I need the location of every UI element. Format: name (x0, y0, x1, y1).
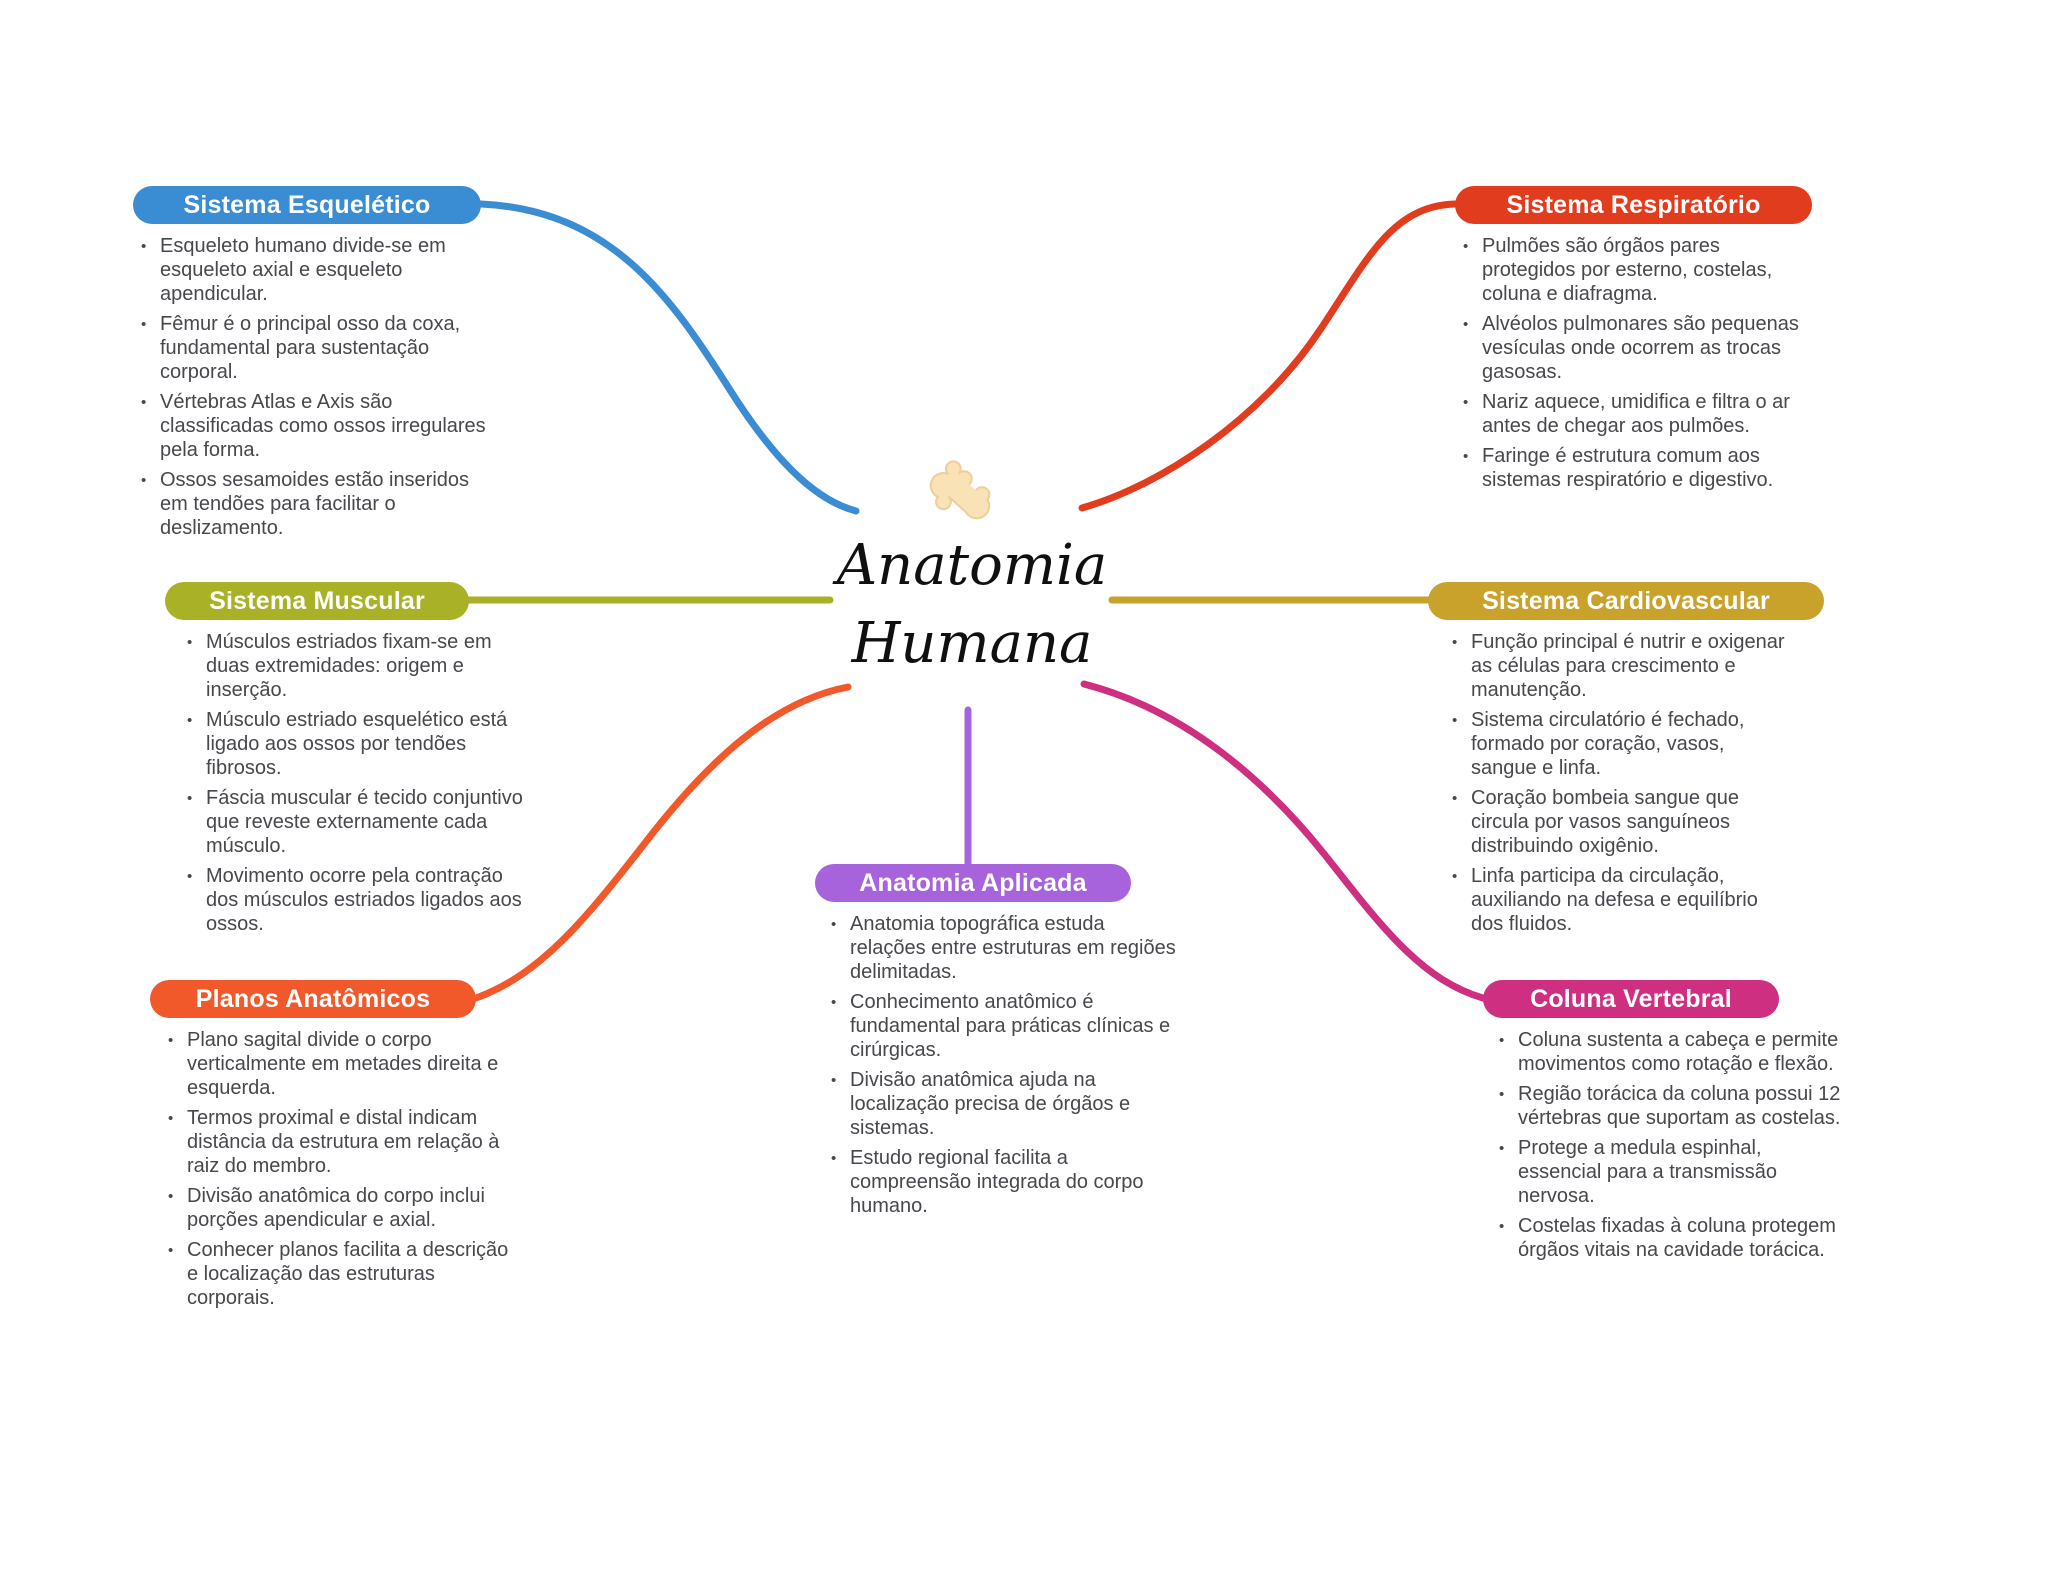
bullet-item: • Músculo estriado esquelético está ligado aos ossos por tendões fibrosos. (179, 708, 525, 780)
branch-notes (133, 234, 493, 540)
bullet-item: • Sistema circulatório é fechado, formado por coração, vasos, sangue e linfa. (1444, 708, 1788, 780)
branch-planos-anatomicos (150, 980, 518, 1316)
branch-title-label: Anatomia Aplicada (859, 868, 1087, 897)
branch-title-sistema-muscular (165, 582, 469, 620)
bullet-item: • Esqueleto humano divide-se em esqueleto axial e esqueleto apendicular. (133, 234, 493, 306)
bullet-item: • Anatomia topográfica estuda relações entre estruturas em regiões delimitadas. (823, 912, 1183, 984)
bullet-item: • Ossos sesamoides estão inseridos em tendões para facilitar o deslizamento. (133, 468, 493, 540)
branch-sistema-respiratorio (1455, 186, 1815, 498)
connector-planos-anatomicos (476, 687, 848, 998)
bullet-item: • Protege a medula espinhal, essencial para a transmissão nervosa. (1491, 1136, 1843, 1208)
branch-notes (1444, 630, 1788, 936)
bullet-item: • Função principal é nutrir e oxigenar as células para crescimento e manutenção. (1444, 630, 1788, 702)
bullet-item: • Músculos estriados fixam-se em duas extremidades: origem e inserção. (179, 630, 525, 702)
connector-sistema-esqueletico (481, 204, 856, 511)
branch-title-label: Sistema Cardiovascular (1482, 586, 1770, 615)
central-topic-line2: Humana (851, 611, 1093, 676)
branch-coluna-vertebral (1483, 980, 1843, 1268)
branch-notes (179, 630, 525, 936)
branch-notes (1491, 1028, 1843, 1262)
branch-notes (160, 1028, 518, 1310)
bullet-item: • Alvéolos pulmonares são pequenas vesículas onde ocorrem as trocas gasosas. (1455, 312, 1815, 384)
branch-sistema-muscular (165, 582, 525, 942)
bullet-item: • Conhecer planos facilita a descrição e localização das estruturas corporais. (160, 1238, 518, 1310)
branch-title-label: Sistema Respiratório (1506, 190, 1761, 219)
branch-title-label: Planos Anatômicos (195, 984, 431, 1013)
branch-sistema-esqueletico (133, 186, 493, 546)
bullet-item: • Costelas fixadas à coluna protegem órgãos vitais na cavidade torácica. (1491, 1214, 1843, 1262)
bullet-item: • Termos proximal e distal indicam distância da estrutura em relação à raiz do membro. (160, 1106, 518, 1178)
branch-title-sistema-respiratorio (1455, 186, 1812, 224)
branch-title-label: Coluna Vertebral (1530, 984, 1732, 1013)
connector-sistema-respiratorio (1082, 204, 1455, 508)
branch-title-coluna-vertebral (1483, 980, 1779, 1018)
bullet-item: • Região torácica da coluna possui 12 vértebras que suportam as costelas. (1491, 1082, 1843, 1130)
bullet-item: • Divisão anatômica do corpo inclui porções apendicular e axial. (160, 1184, 518, 1232)
bullet-item: • Coluna sustenta a cabeça e permite movimentos como rotação e flexão. (1491, 1028, 1843, 1076)
bullet-item: • Linfa participa da circulação, auxiliando na defesa e equilíbrio dos fluidos. (1444, 864, 1788, 936)
bullet-item: • Fáscia muscular é tecido conjuntivo que reveste externamente cada músculo. (179, 786, 525, 858)
branch-title-label: Sistema Esquelético (183, 190, 431, 219)
bullet-item: • Conhecimento anatômico é fundamental para práticas clínicas e cirúrgicas. (823, 990, 1183, 1062)
bullet-item: • Faringe é estrutura comum aos sistemas respiratório e digestivo. (1455, 444, 1815, 492)
branch-sistema-cardiovascular (1428, 582, 1788, 942)
branch-notes (1455, 234, 1815, 492)
bullet-item: • Movimento ocorre pela contração dos músculos estriados ligados aos ossos. (179, 864, 525, 936)
bullet-item: • Divisão anatômica ajuda na localização precisa de órgãos e sistemas. (823, 1068, 1183, 1140)
branch-title-sistema-cardiovascular (1428, 582, 1824, 620)
bullet-item: • Fêmur é o principal osso da coxa, fundamental para sustentação corporal. (133, 312, 493, 384)
bullet-item: • Estudo regional facilita a compreensão integrada do corpo humano. (823, 1146, 1183, 1218)
branch-title-anatomia-aplicada (815, 864, 1131, 902)
central-topic (837, 527, 1108, 683)
branch-title-sistema-esqueletico (133, 186, 481, 224)
bullet-item: • Pulmões são órgãos pares protegidos por esterno, costelas, coluna e diafragma. (1455, 234, 1815, 306)
branch-title-planos-anatomicos (150, 980, 476, 1018)
bullet-item: • Plano sagital divide o corpo verticalmente em metades direita e esquerda. (160, 1028, 518, 1100)
branch-notes (823, 912, 1183, 1218)
central-topic-line1: Anatomia (836, 533, 1108, 598)
branch-title-label: Sistema Muscular (209, 586, 425, 615)
branch-anatomia-aplicada (815, 864, 1183, 1224)
bullet-item: • Vértebras Atlas e Axis são classificadas como ossos irregulares pela forma. (133, 390, 493, 462)
bullet-item: • Coração bombeia sangue que circula por vasos sanguíneos distribuindo oxigênio. (1444, 786, 1788, 858)
bone-icon (925, 448, 1007, 530)
bullet-item: • Nariz aquece, umidifica e filtra o ar antes de chegar aos pulmões. (1455, 390, 1815, 438)
